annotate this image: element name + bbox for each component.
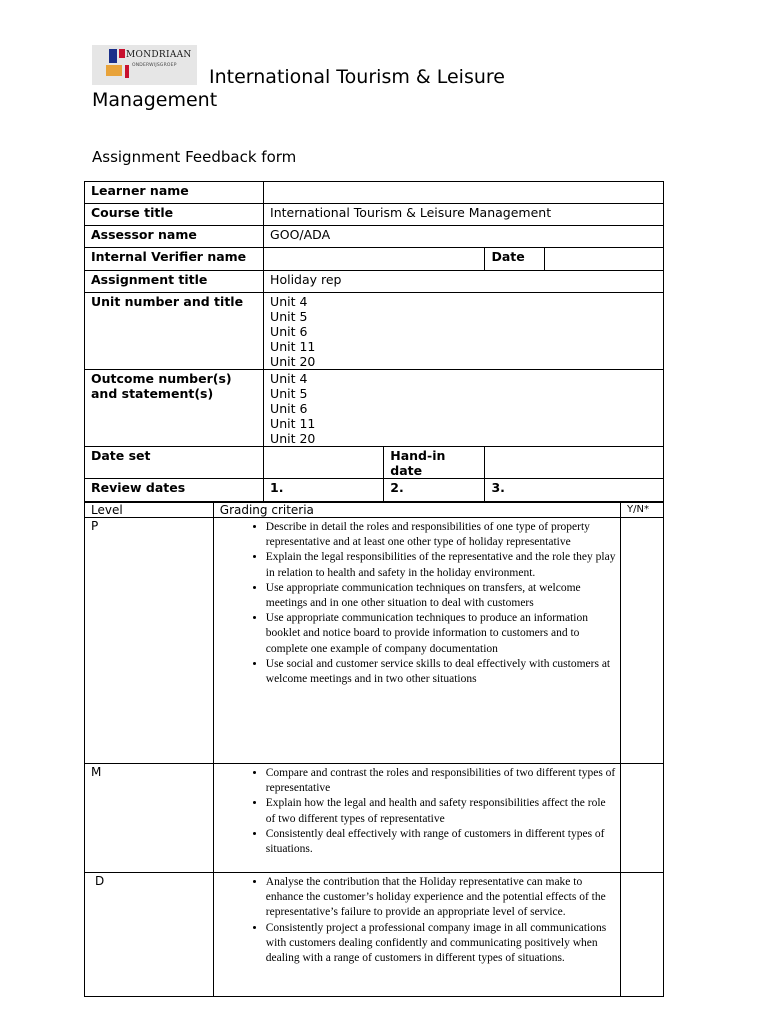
criteria-cell (213, 764, 620, 873)
criterion-item: • Consistently deal effectively with range of customers in different types of situations. (266, 827, 616, 857)
outcome-line: Unit 5 (270, 386, 308, 401)
course-title-value[interactable]: International Tourism & Leisure Management (264, 204, 664, 226)
outcome-label (85, 370, 264, 447)
learner-name-label: Learner name (85, 182, 264, 204)
yn-cell[interactable] (621, 764, 664, 873)
criteria-header: Grading criteria (213, 503, 620, 518)
level-header: Level (85, 503, 214, 518)
date-set-value[interactable] (264, 447, 384, 479)
logo-subtitle: ONDERWIJSGROEP (132, 63, 177, 68)
form-title: Assignment Feedback form (92, 148, 297, 166)
assessor-name-value[interactable]: GOO/ADA (264, 226, 664, 248)
criteria-list (242, 875, 616, 966)
criterion-item: • Consistently project a professional company image in all communications with customers dealing confidently and communicating positively when dealing with a range of customers in different types of situations. (266, 921, 616, 967)
internal-verifier-row (85, 248, 664, 271)
page-title-line1: International Tourism & Leisure (209, 66, 505, 88)
yn-cell[interactable] (621, 518, 664, 764)
handin-date-label: Hand-in date (384, 447, 485, 479)
learner-name-row (85, 182, 664, 204)
handin-date-value[interactable] (485, 447, 664, 479)
unit-line: Unit 4 (270, 294, 308, 309)
assignment-title-value[interactable]: Holiday rep (264, 271, 664, 293)
unit-number-row (85, 293, 664, 370)
outcome-label-line1: Outcome number(s) (91, 371, 232, 386)
grading-header-row (85, 503, 664, 518)
criterion-item: • Explain how the legal and health and safety responsibilities affect the role of two different types of representative (266, 796, 616, 826)
review-date-3[interactable]: 3. (485, 479, 664, 502)
mondriaan-logo (92, 45, 197, 85)
outcome-line: Unit 6 (270, 401, 308, 416)
unit-number-value[interactable] (264, 293, 664, 370)
level-cell: M (85, 764, 214, 873)
grading-row-distinction (85, 873, 664, 997)
assignment-title-row (85, 271, 664, 293)
criterion-item: • Use appropriate communication techniques on transfers, at welcome meetings and in one other situation to deal with customers (266, 581, 616, 611)
grading-row-pass (85, 518, 664, 764)
logo-blue-block (109, 49, 117, 63)
date-set-label: Date set (85, 447, 264, 479)
outcome-row (85, 370, 664, 447)
criterion-item: • Use appropriate communication techniques to produce an information booklet and notice board to provide information to customers and to complete one example of company documentation (266, 611, 616, 657)
review-dates-label: Review dates (85, 479, 264, 502)
yn-cell[interactable] (621, 873, 664, 997)
criteria-list (242, 766, 616, 857)
date-set-row (85, 447, 664, 479)
outcome-value[interactable] (264, 370, 664, 447)
criteria-list (242, 520, 616, 687)
level-cell: D (85, 873, 214, 997)
logo-yellow-block (106, 65, 122, 76)
grading-row-merit (85, 764, 664, 873)
course-title-label: Course title (85, 204, 264, 226)
unit-line: Unit 6 (270, 324, 308, 339)
review-date-2[interactable]: 2. (384, 479, 485, 502)
logo-red-block (119, 49, 125, 58)
review-date-1[interactable]: 1. (264, 479, 384, 502)
internal-verifier-value[interactable] (264, 248, 485, 271)
assessor-name-row (85, 226, 664, 248)
criteria-cell (213, 873, 620, 997)
outcome-line: Unit 11 (270, 416, 316, 431)
criterion-item: • Analyse the contribution that the Holiday representative can make to enhance the customer’s holiday experience and the potential effects of the representative’s failure to provide an appropriate level of service. (266, 875, 616, 921)
yn-header: Y/N* (621, 503, 664, 518)
learner-name-value[interactable] (264, 182, 664, 204)
review-dates-row (85, 479, 664, 502)
unit-line: Unit 5 (270, 309, 308, 324)
assignment-title-label: Assignment title (85, 271, 264, 293)
unit-number-label: Unit number and title (85, 293, 264, 370)
internal-verifier-label: Internal Verifier name (85, 248, 264, 271)
criterion-item: • Explain the legal responsibilities of the representative and the role they play in relation to health and safety in the holiday environment. (266, 550, 616, 580)
assignment-info-table (84, 181, 664, 502)
unit-line: Unit 20 (270, 354, 316, 369)
criterion-item: • Describe in detail the roles and responsibilities of one type of property representative and at least one other type of holiday representative (266, 520, 616, 550)
unit-line: Unit 11 (270, 339, 316, 354)
outcome-label-line2: and statement(s) (91, 386, 214, 401)
criterion-item: • Use social and customer service skills to deal effectively with customers at welcome meetings and in two other situations (266, 657, 616, 687)
course-title-row (85, 204, 664, 226)
outcome-line: Unit 4 (270, 371, 308, 386)
criterion-item: • Compare and contrast the roles and responsibilities of two different types of representative (266, 766, 616, 796)
criteria-cell (213, 518, 620, 764)
outcome-line: Unit 20 (270, 431, 316, 446)
level-cell: P (85, 518, 214, 764)
grading-criteria-table (84, 502, 664, 997)
verifier-date-value[interactable] (544, 248, 663, 271)
logo-name: MONDRIAAN (126, 50, 192, 60)
verifier-date-label: Date (485, 248, 544, 271)
logo-red-bar (125, 65, 129, 78)
assessor-name-label: Assessor name (85, 226, 264, 248)
page-title-line2: Management (92, 89, 218, 111)
